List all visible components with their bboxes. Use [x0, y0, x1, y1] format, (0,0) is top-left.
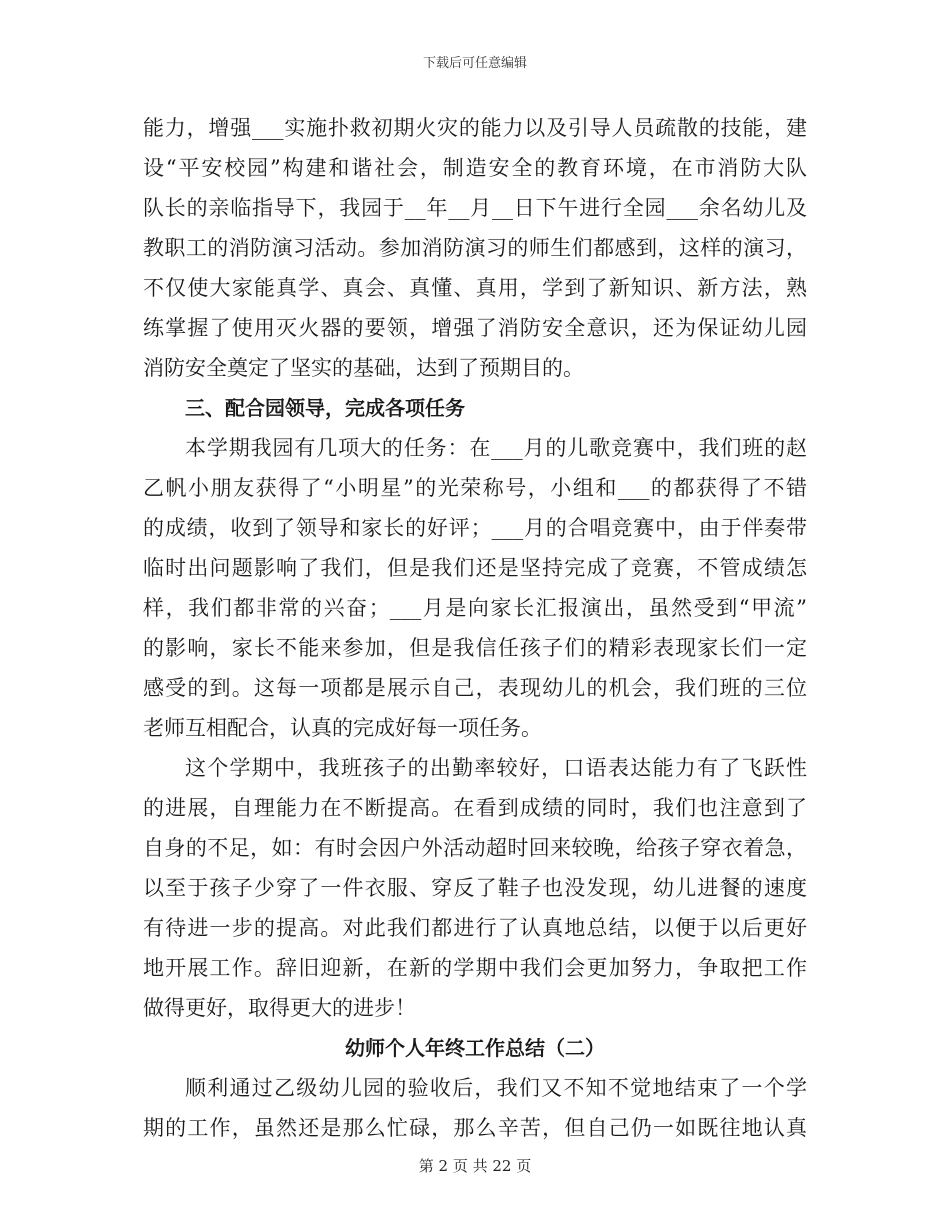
body-line: 顺利通过乙级幼儿园的验收后，我们又不知不觉地结束了一个学	[185, 1076, 807, 1100]
body-line: 练掌握了使用灭火器的要领，增强了消防安全意识，还为保证幼儿园	[143, 316, 807, 340]
body-line: 有待进一步的提高。对此我们都进行了认真地总结，以便于以后更好	[143, 916, 807, 940]
body-line: 本学期我园有几项大的任务：在___月的儿歌竞赛中，我们班的赵	[185, 436, 807, 460]
body-line: 的影响，家长不能来参加，但是我信任孩子们的精彩表现家长们一定	[143, 636, 807, 660]
body-line: 乙帆小朋友获得了“小明星”的光荣称号，小组和___的都获得了不错	[143, 476, 807, 500]
section-heading: 三、配合园领导，完成各项任务	[185, 396, 465, 420]
page-footer: 第 2 页 共 22 页	[418, 1157, 532, 1175]
body-line: 的进展，自理能力在不断提高。在看到成绩的同时，我们也注意到了	[143, 796, 807, 820]
header-note: 下载后可任意编辑	[422, 56, 527, 71]
body-line: 设“平安校园”构建和谐社会，制造安全的教育环境，在市消防大队	[143, 156, 807, 180]
body-line: 做得更好，取得更大的进步！	[143, 996, 416, 1020]
body-line: 这个学期中，我班孩子的出勤率较好，口语表达能力有了飞跃性	[185, 756, 807, 780]
body-line: 期的工作，虽然还是那么忙碌，那么辛苦，但自己仍一如既往地认真	[143, 1116, 807, 1140]
body-line: 老师互相配合，认真的完成好每一项任务。	[143, 716, 542, 740]
body-line: 感受的到。这每一项都是展示自己，表现幼儿的机会，我们班的三位	[143, 676, 807, 700]
body-line: 不仅使大家能真学、真会、真懂、真用，学到了新知识、新方法，熟	[143, 276, 807, 300]
body-line: 以至于孩子少穿了一件衣服、穿反了鞋子也没发现，幼儿进餐的速度	[143, 876, 807, 900]
body-line: 教职工的消防演习活动。参加消防演习的师生们都感到，这样的演习，	[143, 236, 807, 260]
body-line: 临时出问题影响了我们，但是我们还是坚持完成了竞赛，不管成绩怎	[143, 556, 807, 580]
body-line: 地开展工作。辞旧迎新，在新的学期中我们会更加努力，争取把工作	[143, 956, 807, 980]
body-line: 样，我们都非常的兴奋；___月是向家长汇报演出，虽然受到“甲流”	[143, 596, 807, 620]
document-title: 幼师个人年终工作总结（二）	[345, 1036, 605, 1060]
document-body	[143, 108, 807, 1148]
body-line: 自身的不足，如：有时会因户外活动超时回来较晚，给孩子穿衣着急，	[143, 836, 807, 860]
body-line: 能力，增强___实施扑救初期火灾的能力以及引导人员疏散的技能，建	[143, 116, 807, 140]
body-line: 消防安全奠定了坚实的基础，达到了预期目的。	[143, 356, 584, 380]
body-line: 队长的亲临指导下，我园于__年__月__日下午进行全园___余名幼儿及	[143, 196, 807, 220]
body-line: 的成绩，收到了领导和家长的好评；___月的合唱竞赛中，由于伴奏带	[143, 516, 807, 540]
